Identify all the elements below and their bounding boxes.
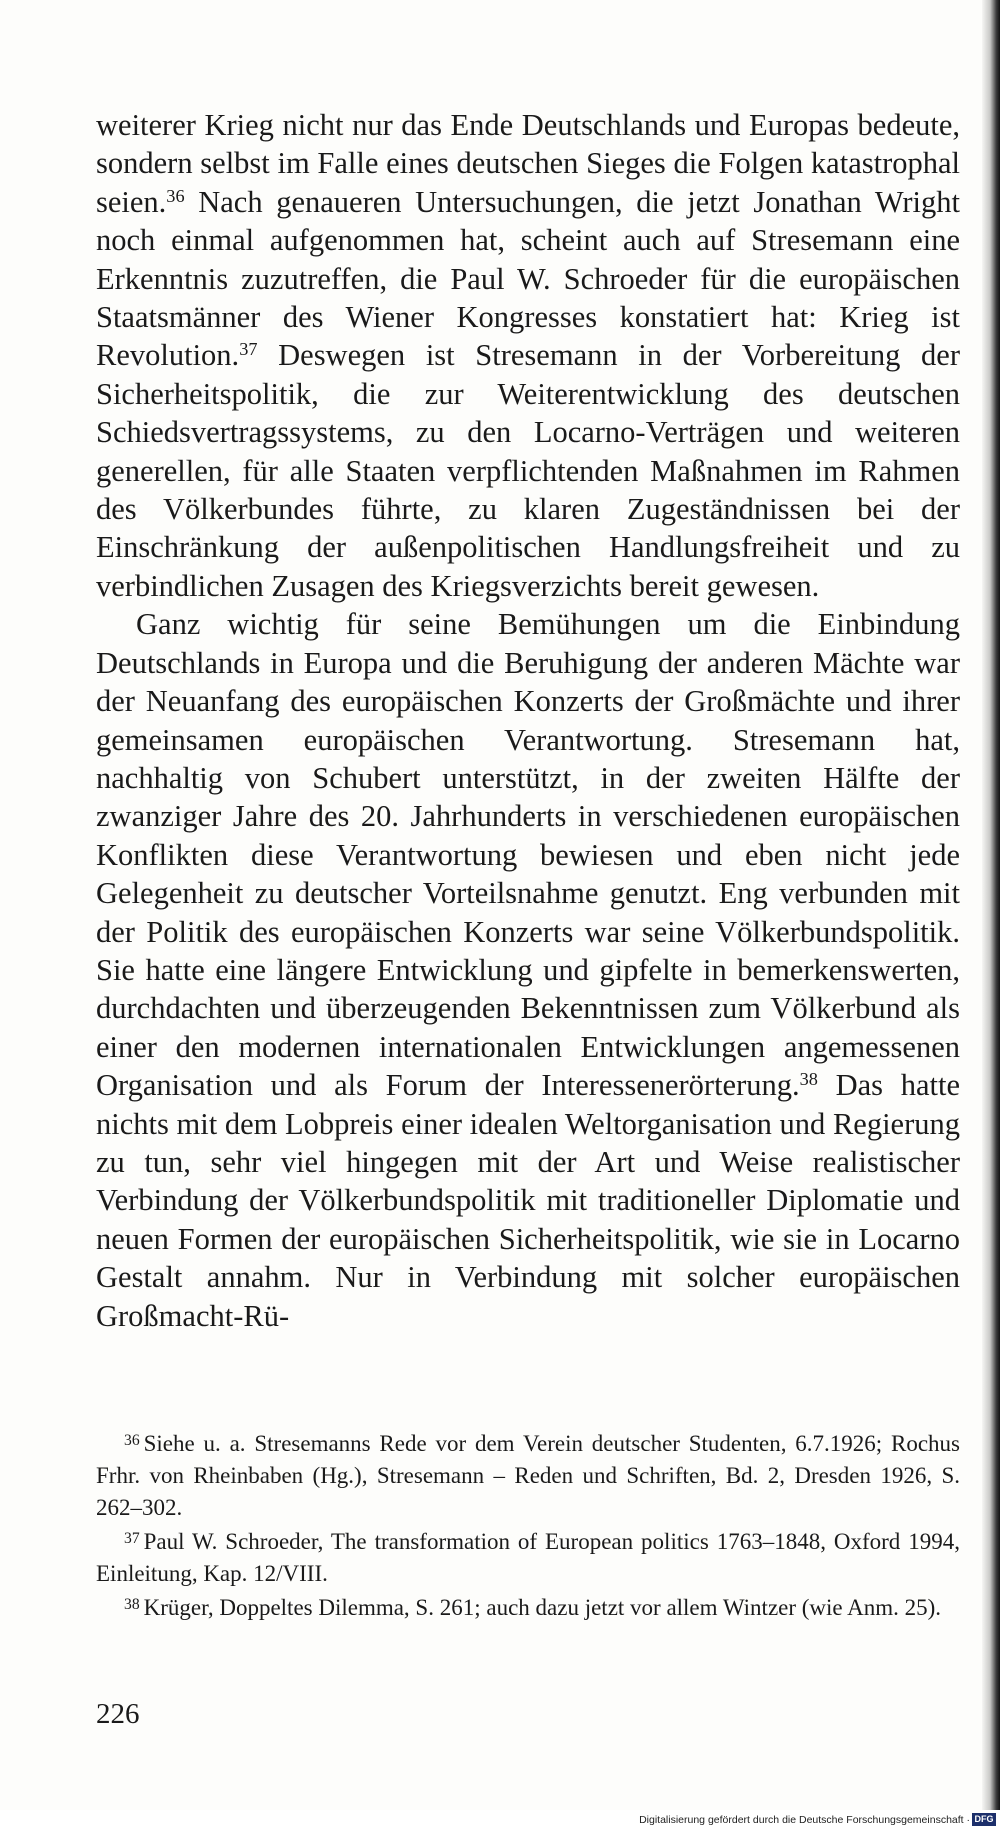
main-text — [96, 106, 960, 1335]
paragraph-2-part-2: Das hatte nichts mit dem Lobpreis einer idealen Weltorganisation und Regierung zu tun, sehr viel hingegen mit der Art und Weise realistischer Verbindung der Völkerbundspolitik mit traditioneller Diplomatie und neuen Formen der europäischen Sicherheitspolitik, wie sie in Locarno Gestalt annahm. Nur in Verbindung mit solcher europäischen Großmacht-Rü- — [96, 1068, 960, 1333]
digitization-credit-bar — [0, 1810, 1000, 1828]
footnote-text: Paul W. Schroeder, The transformation of European politics 1763–1848, Oxford 1994, Einleitung, Kap. 12/VIII. — [96, 1529, 960, 1586]
footnote-number: 36 — [124, 1431, 140, 1449]
footnote-36 — [96, 1428, 960, 1524]
dfg-logo-icon: DFG — [972, 1813, 996, 1826]
footnotes — [96, 1428, 960, 1624]
page-number: 226 — [96, 1698, 140, 1730]
footnote-37 — [96, 1526, 960, 1590]
footnote-ref-38: 38 — [799, 1069, 818, 1090]
paragraph-1 — [96, 106, 960, 605]
paragraph-1-part-3: Deswegen ist Stresemann in der Vorbereitung der Sicherheitspolitik, die zur Weiterentwicklung des deutschen Schiedsvertragssystems, zu den Locarno-Verträgen und weiteren generellen, für alle Staaten verpflichtenden Maßnahmen im Rahmen des Völkerbundes führte, zu klaren Zugeständnissen bei der Einschränkung der außenpolitischen Handlungsfreiheit und zu verbindlichen Zusagen des Kriegsverzichts bereit gewesen. — [96, 338, 960, 603]
footnote-text: Krüger, Doppeltes Dilemma, S. 261; auch dazu jetzt vor allem Wintzer (wie Anm. 25). — [143, 1595, 942, 1620]
scan-edge-shadow — [982, 0, 1000, 1810]
footnote-text: Siehe u. a. Stresemanns Rede vor dem Verein deutscher Studenten, 6.7.1926; Rochus Frhr. von Rheinbaben (Hg.), Stresemann – Reden und Schriften, Bd. 2, Dresden 1926, S. 262–302. — [96, 1431, 960, 1520]
footnote-38 — [96, 1592, 960, 1624]
digitization-credit: Digitalisierung gefördert durch die Deutsche Forschungsgemeinschaft · — [639, 1814, 970, 1826]
paragraph-2 — [96, 605, 960, 1335]
paragraph-1-part-2: Nach genaueren Untersuchungen, die jetzt Jonathan Wright noch einmal aufgenommen hat, scheint auch auf Stresemann eine Erkenntnis zuzutreffen, die Paul W. Schroeder für die europäischen Staatsmänner des Wiener Kongresses konstatiert hat: Krieg ist Revolution. — [96, 184, 960, 373]
footnote-ref-37: 37 — [239, 339, 258, 360]
footnote-number: 38 — [124, 1595, 140, 1613]
paragraph-2-part-1: Ganz wichtig für seine Bemühungen um die Einbindung Deutschlands in Europa und die Beruhigung der anderen Mächte war der Neuanfang des europäischen Konzerts der Großmächte und ihrer gemeinsamen europäischen Verantwortung. Stresemann hat, nachhaltig von Schubert unterstützt, in der zweiten Hälfte der zwanziger Jahre des 20. Jahrhunderts in verschiedenen europäischen Konflikten diese Verantwortung bewiesen und eben nicht jede Gelegenheit zu deutscher Vorteilsnahme genutzt. Eng verbunden mit der Politik des europäischen Konzerts war seine Völkerbundspolitik. Sie hatte eine längere Entwicklung und gipfelte in bemerkenswerten, durchdachten und überzeugenden Bekenntnissen zum Völkerbund als einer den modernen internationalen Entwicklungen angemessenen Organisation und als Forum der Interessenerörterung. — [96, 607, 960, 1103]
footnote-ref-36: 36 — [166, 185, 185, 206]
paragraph-1-part-1: weiterer Krieg nicht nur das Ende Deutschlands und Europas bedeute, sondern selbst im Falle eines deutschen Sieges die Folgen katastrophal seien. — [96, 108, 960, 219]
footnote-number: 37 — [124, 1529, 140, 1547]
